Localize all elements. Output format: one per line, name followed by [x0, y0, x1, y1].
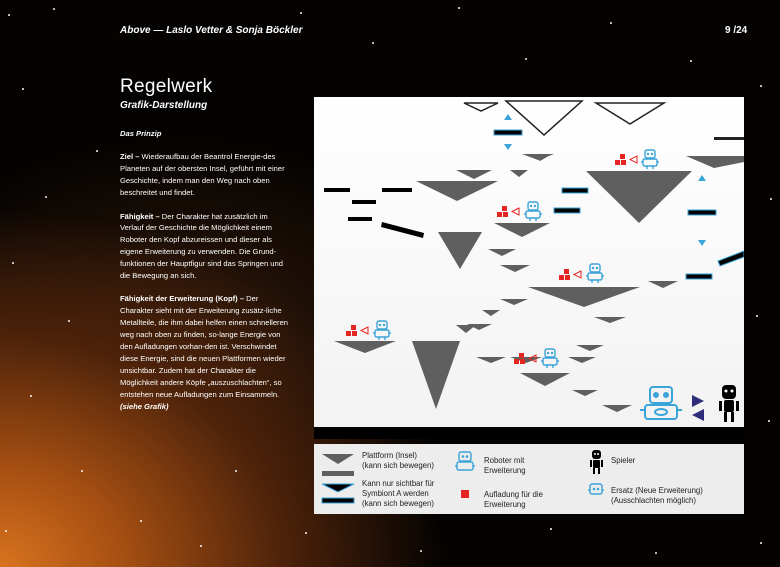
player-icon [719, 385, 739, 422]
legend-charge-label: Aufladung für die Erweiterung [484, 490, 543, 509]
legend [314, 444, 744, 514]
charge-icon [461, 490, 469, 498]
extension-ref: (siehe Grafik) [120, 401, 169, 411]
goal-label: Ziel – [120, 152, 140, 162]
play-arrow-icon [692, 395, 704, 407]
robot-group [615, 150, 659, 169]
body-heading: Das Prinzip [120, 129, 162, 138]
paragraph-ability [120, 211, 292, 282]
goal-text: Wiederaufbau der Beantrol Energie-des Planeten auf der obersten Insel, geführt mit einer Geschichte, indem man den Weg nach oben beschreitet und findet. [120, 152, 285, 198]
platform-outline [714, 137, 744, 140]
spare-head-icon [588, 484, 604, 494]
diagram-footer-bar [314, 427, 744, 439]
platform-icon [322, 471, 354, 476]
direction-arrow [504, 114, 512, 120]
robot-group [497, 202, 542, 221]
section-title: Regelwerk [120, 76, 213, 97]
paragraph-goal [120, 151, 292, 199]
robot-group [346, 321, 391, 340]
legend-player-label: Spieler [611, 456, 636, 465]
page-number: 9 /24 [725, 25, 748, 36]
direction-arrow [504, 144, 512, 150]
platform-outline [464, 103, 498, 111]
hidden-platform-icon [322, 484, 354, 492]
extension-label: Fähigkeit der Erweiterung (Kopf) – [120, 294, 245, 304]
paragraph-extension [120, 293, 292, 412]
level-diagram [314, 97, 744, 439]
direction-arrow [698, 240, 706, 246]
ability-text: Der Charakter hat zusätzlich im Verlauf der Geschichte die Möglichkeit einem Roboter den Kopf abzureissen und dieser als eigene Erweiterung zu verwenden. Die Grund-funktionen der Hauptfigur sind das Springen und die Bewegung an sich. [120, 211, 283, 281]
header-title: Above — Laslo Vetter & Sonja Böckler [120, 25, 303, 36]
ability-label: Fähigkeit – [120, 211, 160, 221]
play-arrow-icon [692, 409, 704, 421]
level-diagram-svg [314, 97, 744, 439]
platform-icon [322, 454, 354, 464]
grey-platforms [334, 154, 744, 412]
hidden-platforms [494, 130, 744, 279]
legend-hidden-label: Kann nur sichtbar für Symbiont A werden (kann sich bewegen) [362, 479, 435, 508]
body-text [120, 128, 292, 424]
robot-icon [455, 452, 475, 470]
legend-spare-label: Ersatz (Neue Erweiterung) (Ausschlachten möglich) [611, 486, 703, 505]
legend-robot-label: Roboter mit Erweiterung [484, 456, 526, 475]
direction-arrow [698, 175, 706, 181]
black-bars [324, 188, 424, 238]
legend-platform-label: Plattform (Insel) (kann sich bewegen) [362, 451, 434, 470]
section-subtitle: Grafik-Darstellung [120, 100, 208, 111]
large-robot-icon [640, 387, 682, 419]
platform-outline [596, 103, 664, 124]
player-icon [590, 450, 603, 474]
robot-group [559, 264, 604, 283]
extension-text: Der Charakter sieht mit der Erweiterung zusätz-liche Metallteile, die ihm dabei helfen einen schnelleren weg nach oben zu finden, so-lange Energie von den Aufladungen vorhan-den ist. Verschwindet diese Energie, sind die neuen Plattformen wieder unsichtbar. Zudem hat der Charakter die Möglichkeit andere Köpfe „auszuschlachten“, so entstehen neue Aufladungen zum Einsammeln. [120, 294, 289, 399]
hidden-platform-icon [322, 498, 354, 503]
